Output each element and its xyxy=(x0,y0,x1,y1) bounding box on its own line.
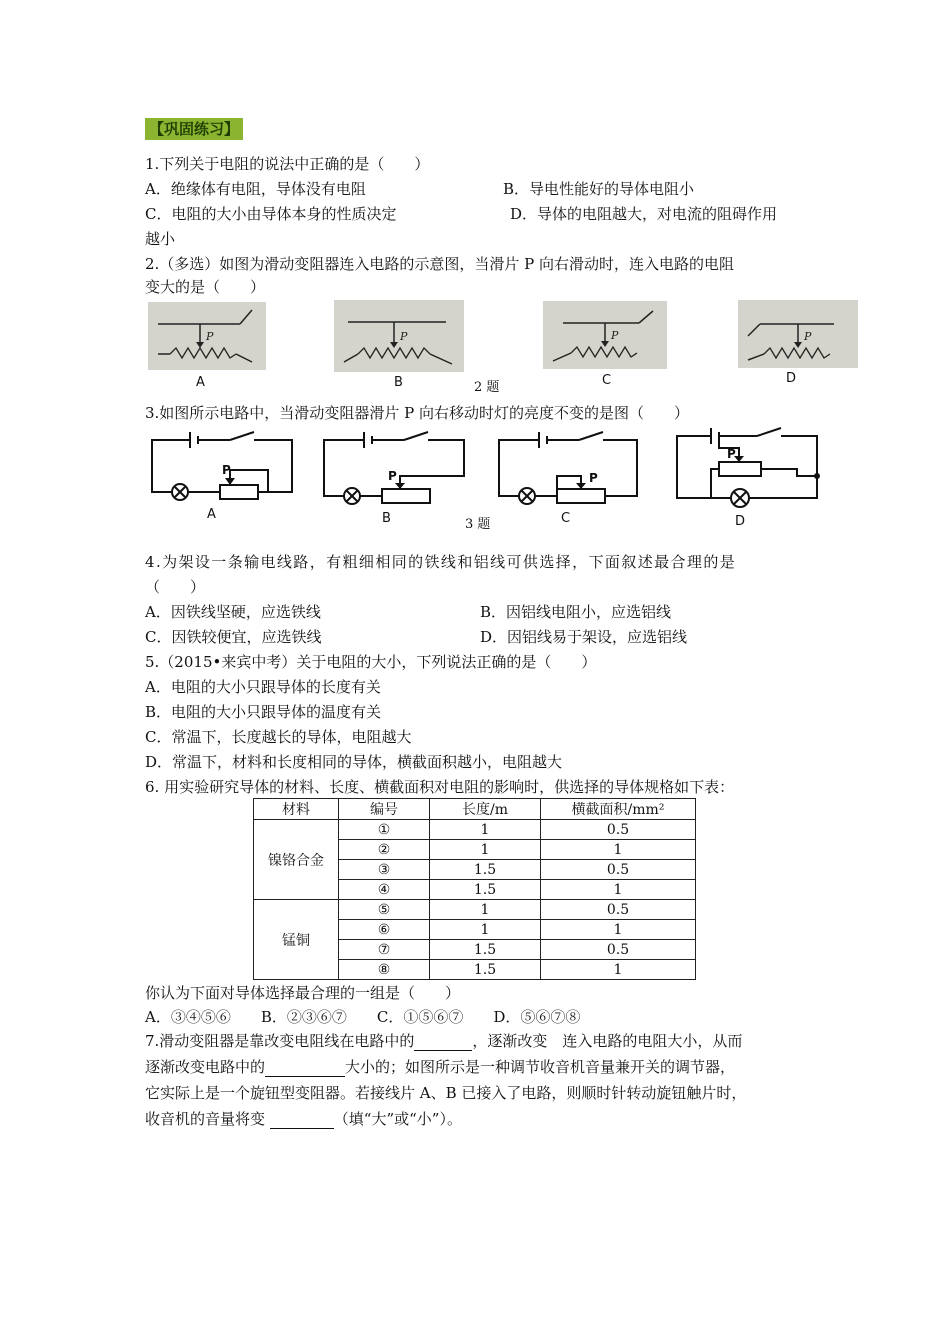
q3-a-slider-label: P xyxy=(222,463,231,477)
q7-line1-part2: ，逐渐改变 连入电路的电阻大小，从而 xyxy=(472,1032,743,1050)
table-cell: 1 xyxy=(430,900,541,920)
table-cell: ⑦ xyxy=(339,940,430,960)
table-cell: 0.5 xyxy=(541,940,696,960)
q3-c-slider-label: P xyxy=(589,471,598,485)
q7-line4 xyxy=(145,1109,462,1129)
q4-stem-line1: 4.为架设一条输电线路，有粗细相同的铁线和铝线可供选择，下面叙述最合理的是 xyxy=(145,553,737,571)
q7-blank-2[interactable] xyxy=(265,1060,345,1077)
q1-option-d: D．导体的电阻越大，对电流的阻碍作用 xyxy=(510,205,778,223)
table-cell: 1 xyxy=(541,840,696,860)
q2-caption: 2 题 xyxy=(474,380,500,395)
q5-stem: 5.（2015•来宾中考）关于电阻的大小，下列说法正确的是（ ） xyxy=(145,653,597,671)
q2-figure-d-label: D xyxy=(786,371,797,386)
table-cell: ② xyxy=(339,840,430,860)
table-header-cell: 横截面积/mm² xyxy=(541,799,696,820)
table-cell: ③ xyxy=(339,860,430,880)
q1-option-d-continued: 越小 xyxy=(145,230,176,248)
table-cell: ④ xyxy=(339,880,430,900)
q3-figure-c-label: C xyxy=(561,511,571,526)
q3-figure-c xyxy=(497,430,642,510)
q5-option-d: D．常温下，材料和长度相同的导体，横截面积越小，电阻越大 xyxy=(145,753,563,771)
q3-d-slider-label: P xyxy=(727,447,736,461)
table-cell: 1.5 xyxy=(430,960,541,980)
table-cell: 1 xyxy=(541,960,696,980)
q1-option-b: B．导电性能好的导体电阻小 xyxy=(503,180,695,198)
q7-line2 xyxy=(145,1057,735,1077)
q2-figure-c xyxy=(543,301,667,369)
q4-stem-line2: （ ） xyxy=(145,578,206,596)
table-cell: ⑥ xyxy=(339,920,430,940)
q4-option-a: A．因铁线坚硬，应选铁线 xyxy=(145,603,321,621)
q3-figure-d-label: D xyxy=(735,514,746,529)
table-cell: 0.5 xyxy=(541,860,696,880)
table-header-cell: 材料 xyxy=(254,799,339,820)
conductor-spec-table xyxy=(253,798,696,980)
table-row xyxy=(254,900,696,920)
q4-option-c: C．因铁较便宜，应选铁线 xyxy=(145,628,322,646)
table-cell: 1.5 xyxy=(430,880,541,900)
q2-figure-a xyxy=(148,302,266,370)
q1-option-c: C．电阻的大小由导体本身的性质决定 xyxy=(145,205,397,223)
table-header-cell: 长度/m xyxy=(430,799,541,820)
q2-stem-line2: 变大的是（ ） xyxy=(145,278,266,296)
q7-line4-part1: 收音机的音量将变 xyxy=(145,1110,270,1128)
q3-figure-b-label: B xyxy=(382,511,391,526)
q3-figure-a-label: A xyxy=(207,507,216,522)
q7-line2-part2: 大小的；如图所示是一种调节收音机音量兼开关的调节器， xyxy=(345,1058,736,1076)
q3-figure-d xyxy=(675,426,825,518)
q4-option-b: B．因铝线电阻小，应选铝线 xyxy=(480,603,672,621)
q2-figure-a-label: A xyxy=(196,375,205,390)
q7-line2-part1: 逐渐改变电路中的 xyxy=(145,1058,266,1076)
q3-figure-a xyxy=(150,430,295,510)
table-cell: 1 xyxy=(541,920,696,940)
q7-line1 xyxy=(145,1031,742,1051)
q6-options: A．③④⑤⑥ B．②③⑥⑦ C．①⑤⑥⑦ D．⑤⑥⑦⑧ xyxy=(145,1008,581,1026)
q2-b-slider-label: P xyxy=(400,330,408,343)
table-cell: 0.5 xyxy=(541,820,696,840)
q7-line1-part1: 7.滑动变阻器是靠改变电阻线在电路中的 xyxy=(145,1032,415,1050)
q3-stem: 3.如图所示电路中，当滑动变阻器滑片 P 向右移动时灯的亮度不变的是图（ ） xyxy=(145,404,689,422)
q1-stem: 1.下列关于电阻的说法中正确的是（ ） xyxy=(145,155,430,173)
table-cell: 1 xyxy=(430,820,541,840)
q6-question: 你认为下面对导体选择最合理的一组是（ ） xyxy=(145,984,461,1002)
q6-stem: 6. 用实验研究导体的材料、长度、横截面积对电阻的影响时，供选择的导体规格如下表： xyxy=(145,778,735,796)
q2-figure-d xyxy=(738,300,858,368)
table-cell: 1 xyxy=(430,920,541,940)
q2-stem-line1: 2.（多选）如图为滑动变阻器连入电路的示意图，当滑片 P 向右滑动时，连入电路的电阻 xyxy=(145,255,734,273)
q3-b-slider-label: P xyxy=(388,469,397,483)
q5-option-b: B．电阻的大小只跟导体的温度有关 xyxy=(145,703,382,721)
q7-line3: 它实际上是一个旋钮型变阻器。若接线片 A、B 已接入了电路，则顺时针转动旋钮触片时， xyxy=(145,1084,747,1102)
table-cell: 1.5 xyxy=(430,860,541,880)
q5-option-a: A．电阻的大小只跟导体的长度有关 xyxy=(145,678,381,696)
table-header-cell: 编号 xyxy=(339,799,430,820)
q2-c-slider-label: P xyxy=(611,329,619,342)
q3-figure-b xyxy=(322,430,467,510)
material-cell: 镍铬合金 xyxy=(254,820,339,900)
table-cell: ⑧ xyxy=(339,960,430,980)
table-cell: 0.5 xyxy=(541,900,696,920)
q7-line4-part2: （填“大”或“小”）。 xyxy=(333,1110,462,1128)
q7-blank-1[interactable] xyxy=(414,1034,472,1051)
q5-option-c: C．常温下，长度越长的导体，电阻越大 xyxy=(145,728,412,746)
q2-figure-b-label: B xyxy=(394,375,403,390)
material-cell: 锰铜 xyxy=(254,900,339,980)
table-cell: 1 xyxy=(430,840,541,860)
section-heading: 【巩固练习】 xyxy=(145,118,243,140)
q2-figure-c-label: C xyxy=(602,373,612,388)
q3-caption: 3 题 xyxy=(465,517,491,532)
q2-d-slider-label: P xyxy=(804,330,812,343)
q2-a-slider-label: P xyxy=(206,330,214,343)
q1-option-a: A．绝缘体有电阻，导体没有电阻 xyxy=(145,180,366,198)
table-cell: ⑤ xyxy=(339,900,430,920)
q2-figure-b xyxy=(334,300,464,372)
table-header-row xyxy=(254,799,696,820)
table-cell: 1 xyxy=(541,880,696,900)
table-row xyxy=(254,820,696,840)
q7-blank-3[interactable] xyxy=(270,1112,334,1129)
table-cell: 1.5 xyxy=(430,940,541,960)
table-cell: ① xyxy=(339,820,430,840)
q4-option-d: D．因铝线易于架设，应选铝线 xyxy=(480,628,688,646)
